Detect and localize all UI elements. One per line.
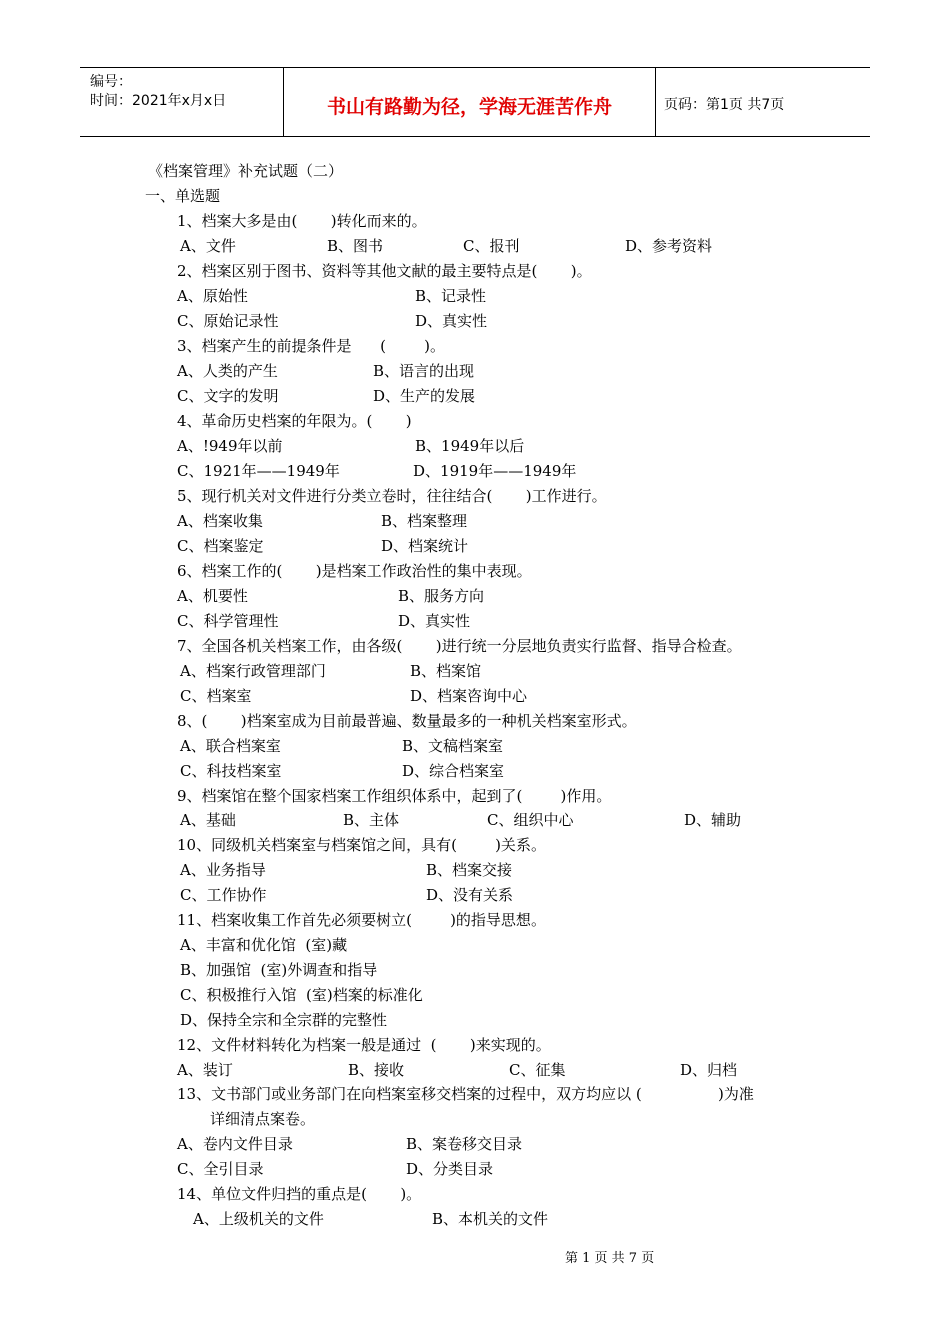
header-right-cell xyxy=(656,68,870,136)
motto: 书山有路勤为径，学海无涯苦作舟 xyxy=(326,96,612,118)
question-stem: 5、现行机关对文件进行分类立卷时，往往结合( )工作进行。 xyxy=(177,487,607,505)
question-stem: 10、同级机关档案室与档案馆之间，具有( )关系。 xyxy=(177,836,546,854)
document-title: 《档案管理》补充试题（二） xyxy=(148,162,344,180)
option: B、语言的出现 xyxy=(373,362,475,380)
option: B、1949年以后 xyxy=(415,437,525,455)
option: B、档案交接 xyxy=(426,861,513,879)
option: B、主体 xyxy=(343,811,400,829)
section-heading: 一、单选题 xyxy=(145,187,221,205)
option: D、保持全宗和全宗群的完整性 xyxy=(180,1011,388,1029)
question-stem: 13、文书部门或业务部门在向档案室移交档案的过程中，双方均应以 ( )为准 xyxy=(177,1085,754,1103)
question-stem: 6、档案工作的( )是档案工作政治性的集中表现。 xyxy=(177,562,532,580)
option: A、装订 xyxy=(177,1061,233,1079)
option: D、辅助 xyxy=(684,811,742,829)
option: A、档案行政管理部门 xyxy=(180,662,326,680)
question-stem: 12、文件材料转化为档案一般是通过 ( )来实现的。 xyxy=(177,1036,551,1054)
option: A、卷内文件目录 xyxy=(177,1135,293,1153)
option: B、记录性 xyxy=(415,287,487,305)
question-stem: 2、档案区别于图书、资料等其他文献的最主要特点是( )。 xyxy=(177,262,592,280)
question-stem: 8、( )档案室成为目前最普遍、数量最多的一种机关档案室形式。 xyxy=(177,712,637,730)
option: A、档案收集 xyxy=(177,512,263,530)
question-stem: 11、档案收集工作首先必须要树立( )的指导思想。 xyxy=(177,911,546,929)
option: A、文件 xyxy=(180,237,236,255)
option: C、工作协作 xyxy=(180,886,267,904)
option: C、原始记录性 xyxy=(177,312,279,330)
page-header xyxy=(80,67,870,137)
question-stem: 14、单位文件归挡的重点是( )。 xyxy=(177,1185,422,1203)
option: D、真实性 xyxy=(398,612,471,630)
option: C、组织中心 xyxy=(487,811,574,829)
question-stem-continuation: 详细清点案卷。 xyxy=(210,1110,316,1128)
option: C、征集 xyxy=(509,1061,566,1079)
question-stem: 3、档案产生的前提条件是 ( )。 xyxy=(177,337,446,355)
question-stem: 7、全国各机关档案工作，由各级( )进行统一分层地负责实行监督、指导合检查。 xyxy=(177,637,742,655)
option: D、1919年——1949年 xyxy=(413,462,577,480)
option: D、归档 xyxy=(680,1061,738,1079)
option: A、基础 xyxy=(180,811,236,829)
option: D、生产的发展 xyxy=(373,387,476,405)
option: B、加强馆 (室)外调查和指导 xyxy=(180,961,378,979)
option: D、没有关系 xyxy=(426,886,514,904)
option: B、服务方向 xyxy=(398,587,485,605)
question-stem: 4、革命历史档案的年限为。( ) xyxy=(177,412,412,430)
header-left-cell xyxy=(80,68,284,136)
option: C、文字的发明 xyxy=(177,387,279,405)
option: D、档案咨询中心 xyxy=(410,687,528,705)
question-stem: 9、档案馆在整个国家档案工作组织体系中，起到了( )作用。 xyxy=(177,787,612,805)
option: D、综合档案室 xyxy=(402,762,505,780)
option: B、档案馆 xyxy=(410,662,482,680)
option: D、真实性 xyxy=(415,312,488,330)
option: A、丰富和优化馆 (室)藏 xyxy=(180,936,348,954)
option: C、1921年——1949年 xyxy=(177,462,340,480)
option: D、档案统计 xyxy=(381,537,469,555)
option: A、业务指导 xyxy=(180,861,266,879)
page-footer: 第 1 页 共 7 页 xyxy=(565,1251,655,1266)
option: C、科学管理性 xyxy=(177,612,279,630)
question-stem: 1、档案大多是由( )转化而来的。 xyxy=(177,212,427,230)
option: B、图书 xyxy=(327,237,384,255)
option: B、案卷移交目录 xyxy=(406,1135,523,1153)
page-info: 页码：第1页 共7页 xyxy=(664,97,785,113)
option: C、科技档案室 xyxy=(180,762,282,780)
option: B、文稿档案室 xyxy=(402,737,504,755)
option: C、档案室 xyxy=(180,687,252,705)
option: D、分类目录 xyxy=(406,1160,494,1178)
option: C、档案鉴定 xyxy=(177,537,264,555)
option: A、上级机关的文件 xyxy=(193,1210,324,1228)
option: C、全引目录 xyxy=(177,1160,264,1178)
time-label: 时间：2021年x月x日 xyxy=(90,93,227,109)
code-label: 编号： xyxy=(90,74,132,90)
option: A、联合档案室 xyxy=(180,737,281,755)
option: A、机要性 xyxy=(177,587,248,605)
option: C、报刊 xyxy=(463,237,520,255)
option: A、!949年以前 xyxy=(177,437,283,455)
option: C、积极推行入馆 (室)档案的标准化 xyxy=(180,986,423,1004)
header-middle-cell xyxy=(284,68,656,136)
option: B、接收 xyxy=(348,1061,405,1079)
option: B、本机关的文件 xyxy=(432,1210,549,1228)
option: D、参考资料 xyxy=(625,237,713,255)
option: A、人类的产生 xyxy=(177,362,278,380)
option: A、原始性 xyxy=(177,287,248,305)
option: B、档案整理 xyxy=(381,512,468,530)
